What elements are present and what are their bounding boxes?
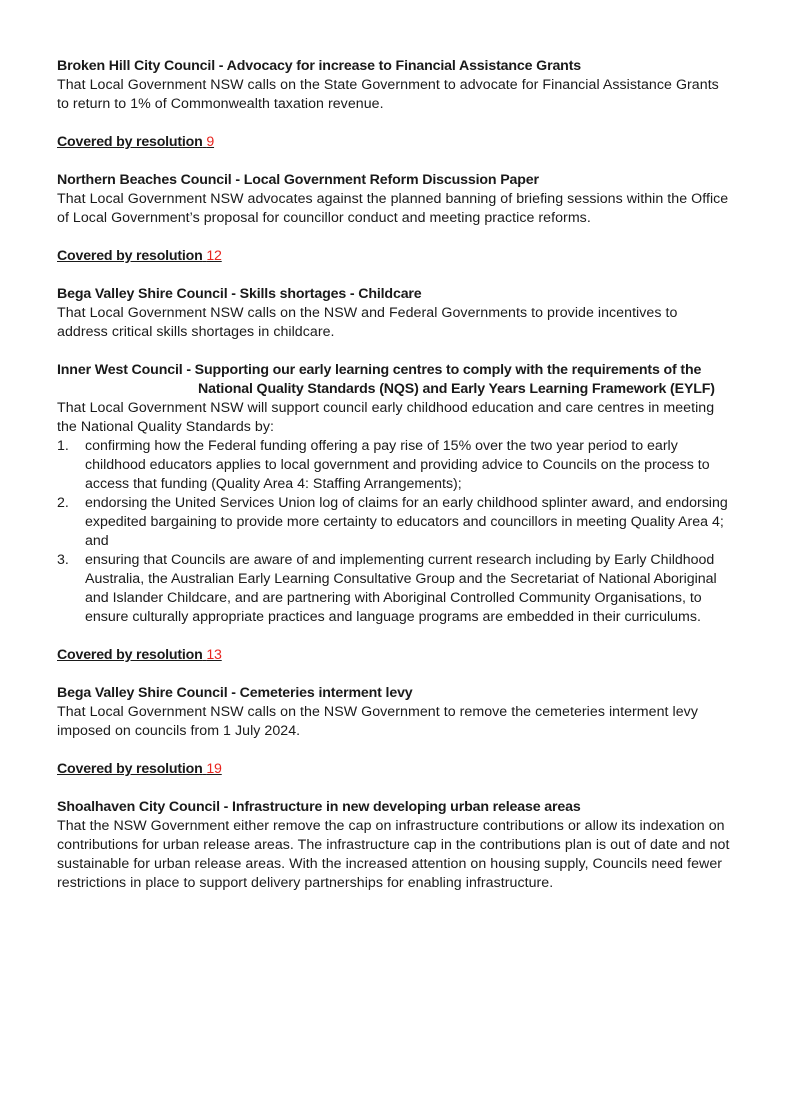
resolution-number: 9 xyxy=(206,134,215,150)
list-marker: 1. xyxy=(57,438,69,454)
motion-heading-northern-beaches: Northern Beaches Council - Local Government Reform Discussion Paper xyxy=(57,172,539,188)
list-marker: 3. xyxy=(57,552,69,568)
resolution-number: 19 xyxy=(206,761,222,777)
heading-line-1: Inner West Council - Supporting our early learning centres to comply with the requirements of the xyxy=(57,362,702,378)
motion-heading-bega-cemeteries: Bega Valley Shire Council - Cemeteries interment levy xyxy=(57,685,413,701)
list-item-text: ensuring that Councils are aware of and implementing current research including by Early Childhood Australia, the Australian Early Learning Consultative Group and the Secretariat of National Aboriginal and Islander Childcare, and are partnering with Aboriginal Controlled Community Organisations, to ensure culturally appropriate practices and language programs are embedded in their curriculums. xyxy=(85,552,717,625)
resolution-number: 13 xyxy=(206,647,222,663)
motion-heading-bega-childcare: Bega Valley Shire Council - Skills shortages - Childcare xyxy=(57,286,422,302)
list-item-text: endorsing the United Services Union log of claims for an early childhood splinter award, and endorsing expedited bargaining to provide more certainty to educators and councillors in meeting Quality Area 4; and xyxy=(85,495,728,549)
covered-by-resolution-9 xyxy=(57,133,732,152)
covered-label: Covered by resolution xyxy=(57,134,203,150)
motion-body-northern-beaches: That Local Government NSW advocates against the planned banning of briefing sessions within the Office of Local Government’s proposal for councillor conduct and meeting practice reforms. xyxy=(57,191,729,226)
motion-heading-shoalhaven: Shoalhaven City Council - Infrastructure in new developing urban release areas xyxy=(57,799,581,815)
covered-by-resolution-19 xyxy=(57,760,732,779)
motion-body-broken-hill: That Local Government NSW calls on the State Government to advocate for Financial Assistance Grants to return to 1% of Commonwealth taxation revenue. xyxy=(57,77,719,112)
list-marker: 2. xyxy=(57,495,69,511)
heading-line-2: National Quality Standards (NQS) and Early Years Learning Framework (EYLF) xyxy=(198,381,715,397)
list-item-text: confirming how the Federal funding offering a pay rise of 15% over the two year period to early childhood educators applies to local government and providing advice to Councils on the process to access that funding (Quality Area 4: Staffing Arrangements); xyxy=(85,438,710,492)
list-item xyxy=(57,494,732,551)
covered-by-resolution-12 xyxy=(57,247,732,266)
motion-list xyxy=(57,437,732,627)
motion-body-bega-cemeteries: That Local Government NSW calls on the NSW Government to remove the cemeteries interment levy imposed on councils from 1 July 2024. xyxy=(57,704,698,739)
motion-heading-inner-west xyxy=(57,361,732,399)
covered-label: Covered by resolution xyxy=(57,761,203,777)
motion-heading-broken-hill: Broken Hill City Council - Advocacy for increase to Financial Assistance Grants xyxy=(57,58,582,74)
covered-label: Covered by resolution xyxy=(57,248,203,264)
document-page xyxy=(57,57,732,893)
motion-body-bega-childcare: That Local Government NSW calls on the NSW and Federal Governments to provide incentives to address critical skills shortages in childcare. xyxy=(57,305,678,340)
covered-by-resolution-13 xyxy=(57,646,732,665)
motion-body-inner-west: That Local Government NSW will support council early childhood education and care centres in meeting the National Quality Standards by: xyxy=(57,400,715,435)
list-item xyxy=(57,437,732,494)
motion-body-shoalhaven: That the NSW Government either remove the cap on infrastructure contributions or allow its indexation on contributions for urban release areas. The infrastructure cap in the contributions plan is out of date and not sustainable for urban release areas. With the increased attention on housing supply, Councils need fewer restrictions in place to support delivery partnerships for enabling infrastructure. xyxy=(57,818,730,891)
resolution-number: 12 xyxy=(206,248,222,264)
list-item xyxy=(57,551,732,627)
covered-label: Covered by resolution xyxy=(57,647,203,663)
